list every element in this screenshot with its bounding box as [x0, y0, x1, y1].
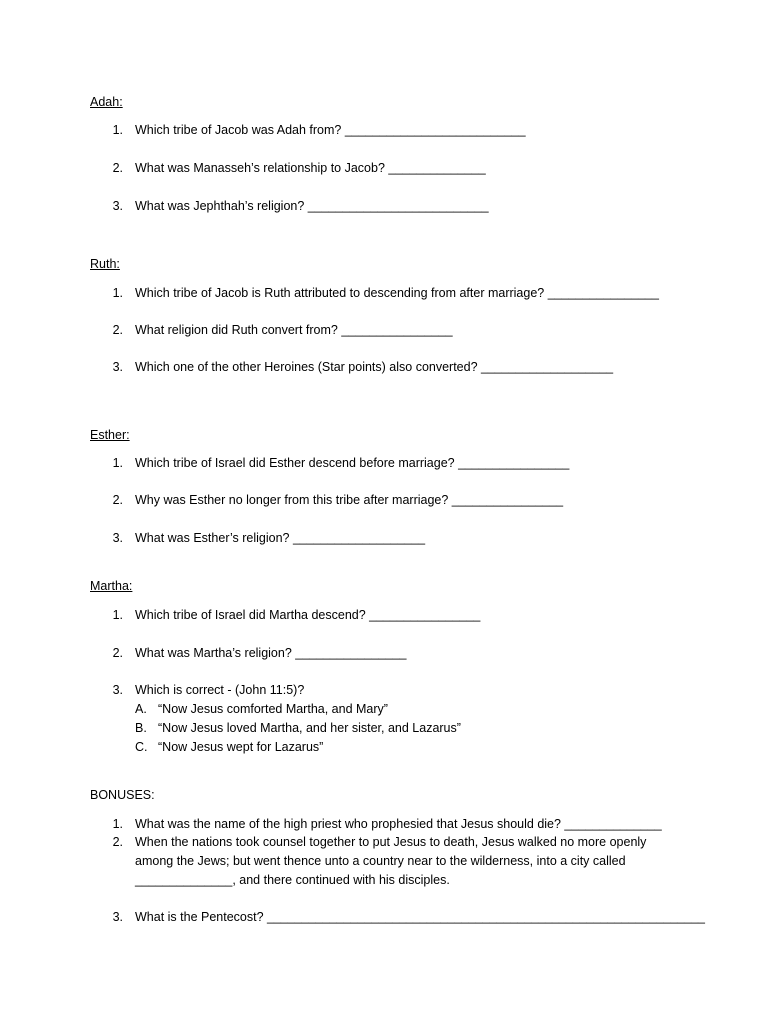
question-number: 2. [112, 161, 123, 175]
question-text: Which tribe of Israel did Esther descend before marriage? ________________ [135, 456, 570, 470]
option-letter: C. [135, 740, 148, 754]
question-number: 3. [112, 531, 123, 545]
question-text: Which tribe of Israel did Martha descend? ________________ [135, 608, 481, 622]
question-text: Which one of the other Heroines (Star points) also converted? ___________________ [135, 360, 614, 374]
question-number: 3. [112, 683, 123, 697]
option-text: “Now Jesus loved Martha, and her sister, and Lazarus” [158, 721, 461, 735]
question-text: What was Manasseh’s relationship to Jacob? ______________ [135, 161, 486, 175]
option-letter: A. [135, 702, 147, 716]
question-text: Which tribe of Jacob is Ruth attributed to descending from after marriage? ________________ [135, 286, 659, 300]
question-number: 2. [112, 493, 123, 507]
question-number: 3. [112, 360, 123, 374]
question-text: Which is correct - (John 11:5)? [135, 683, 305, 697]
question-text-line: ______________, and there continued with his disciples. [135, 873, 450, 887]
question-text: What was Jephthah’s religion? __________________________ [135, 199, 489, 213]
section-heading-martha: Martha: [90, 579, 133, 593]
question-number: 1. [112, 608, 123, 622]
question-text: What religion did Ruth convert from? ________________ [135, 323, 453, 337]
question-text-line: When the nations took counsel together to put Jesus to death, Jesus walked no more openly [135, 835, 647, 849]
option-text: “Now Jesus comforted Martha, and Mary” [158, 702, 388, 716]
section-heading-esther: Esther: [90, 428, 130, 442]
question-number: 3. [112, 199, 123, 213]
section-heading-adah: Adah: [90, 95, 123, 109]
question-text: What was Esther’s religion? ___________________ [135, 531, 426, 545]
question-number: 3. [112, 910, 123, 924]
question-text: What was Martha’s religion? ________________ [135, 646, 407, 660]
question-text: What is the Pentecost? _______________________________________________________________ [135, 910, 705, 924]
section-heading-ruth: Ruth: [90, 257, 120, 271]
question-number: 1. [112, 456, 123, 470]
question-number: 2. [112, 835, 123, 849]
option-letter: B. [135, 721, 147, 735]
question-number: 2. [112, 646, 123, 660]
question-number: 1. [112, 817, 123, 831]
option-text: “Now Jesus wept for Lazarus” [158, 740, 324, 754]
question-text: Which tribe of Jacob was Adah from? __________________________ [135, 123, 526, 137]
section-heading-bonuses: BONUSES: [90, 788, 155, 802]
question-text: Why was Esther no longer from this tribe after marriage? ________________ [135, 493, 564, 507]
question-text: What was the name of the high priest who prophesied that Jesus should die? ______________ [135, 817, 662, 831]
question-text-line: among the Jews; but went thence unto a country near to the wilderness, into a city called [135, 854, 626, 868]
question-number: 1. [112, 123, 123, 137]
question-number: 1. [112, 286, 123, 300]
question-number: 2. [112, 323, 123, 337]
